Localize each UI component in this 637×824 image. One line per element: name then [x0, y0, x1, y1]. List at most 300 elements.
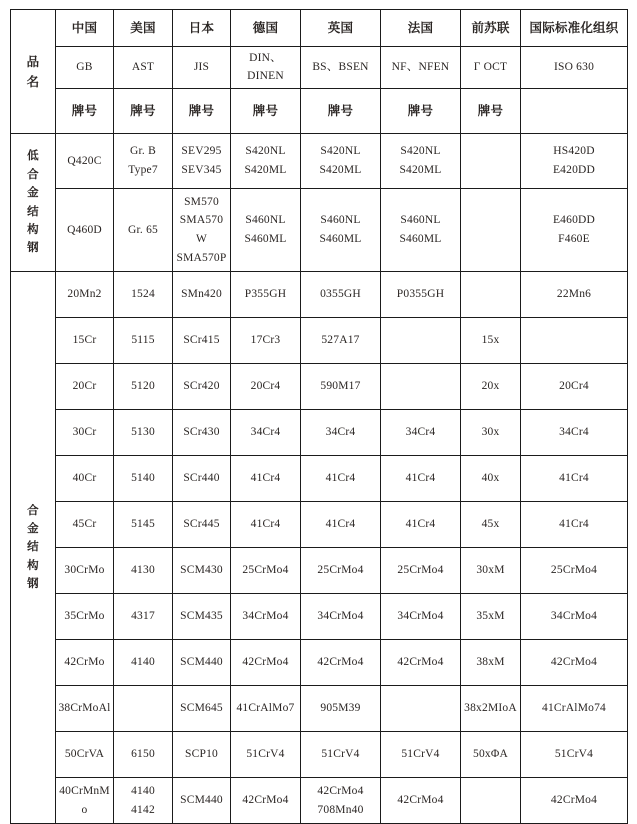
cell-line: 15x — [481, 334, 500, 347]
cell-lines — [383, 515, 458, 534]
cell-line: Gr. 65 — [128, 223, 158, 236]
cell-line: SCM430 — [180, 564, 223, 577]
cell-us — [114, 778, 173, 824]
cell-line: S460ML — [244, 233, 287, 245]
cell-line: 708Mn40 — [317, 803, 364, 816]
cell-line: 5145 — [131, 518, 155, 531]
cell-line: E460DD — [552, 214, 596, 227]
cell-lines — [233, 653, 298, 672]
cell-fr — [381, 410, 461, 456]
table-body — [11, 10, 628, 824]
cell-lines — [463, 607, 518, 626]
cell-cn — [56, 732, 114, 778]
cell-lines — [175, 377, 228, 396]
cell-line: 35xM — [476, 610, 505, 623]
cell-line: 42CrMo4 — [242, 794, 289, 807]
cell-lines — [523, 515, 625, 534]
cell-lines — [116, 221, 170, 240]
cell-us — [114, 318, 173, 364]
cell-lines — [175, 791, 228, 810]
cell-line: 6150 — [131, 748, 155, 761]
header-mark-5: 牌号 — [301, 89, 381, 134]
cell-su — [461, 410, 521, 456]
cell-us — [114, 594, 173, 640]
header-mark-7: 牌号 — [461, 89, 521, 134]
cell-uk — [301, 686, 381, 732]
cell-su — [461, 134, 521, 189]
group-label-char: 钢 — [27, 242, 39, 255]
cell-line: P355GH — [244, 288, 287, 301]
cell-uk — [301, 189, 381, 272]
cell-su — [461, 732, 521, 778]
cell-line: 527A17 — [321, 334, 360, 347]
table-row — [11, 134, 628, 189]
cell-line: 25CrMo4 — [397, 564, 444, 577]
cell-lines — [303, 515, 378, 534]
cell-line: 20Cr — [72, 380, 97, 393]
cell-us — [114, 548, 173, 594]
cell-jp — [173, 410, 231, 456]
cell-cn — [56, 364, 114, 410]
cell-line: SCr445 — [183, 518, 220, 531]
cell-lines — [175, 515, 228, 534]
cell-lines — [116, 653, 170, 672]
cell-lines — [233, 469, 298, 488]
cell-cn — [56, 686, 114, 732]
cell-cn — [56, 318, 114, 364]
cell-line: SM570 — [184, 195, 219, 208]
cell-line: F460E — [558, 233, 590, 245]
cell-su — [461, 318, 521, 364]
header-mark-1: 牌号 — [56, 89, 114, 134]
cell-iso — [521, 318, 628, 364]
cell-lines — [233, 285, 298, 304]
cell-lines — [523, 211, 625, 248]
table-row — [11, 456, 628, 502]
cell-lines — [58, 221, 111, 240]
cell-lines — [303, 607, 378, 626]
cell-line: SCP10 — [185, 748, 218, 761]
cell-line: S460ML — [399, 233, 442, 245]
cell-line: 5115 — [131, 334, 155, 347]
cell-lines — [58, 561, 111, 580]
cell-jp — [173, 548, 231, 594]
group-label-stack — [13, 147, 53, 257]
cell-lines — [463, 331, 518, 350]
cell-iso — [521, 364, 628, 410]
cell-lines — [523, 561, 625, 580]
cell-fr — [381, 732, 461, 778]
cell-cn — [56, 594, 114, 640]
cell-lines — [523, 653, 625, 672]
cell-line: SCr430 — [183, 426, 220, 439]
cell-lines — [383, 469, 458, 488]
header-row-mark — [11, 89, 628, 134]
cell-uk — [301, 134, 381, 189]
cell-line: 4140 — [131, 784, 155, 797]
cell-line: 34CrMo4 — [317, 610, 364, 623]
group-label-char: 合 — [27, 168, 39, 181]
header-mark-8 — [521, 89, 628, 134]
category-header-cell — [11, 10, 56, 134]
cell-cn — [56, 502, 114, 548]
cell-line: Q420C — [67, 154, 102, 167]
cell-lines — [233, 745, 298, 764]
cell-line: 40Cr — [72, 472, 97, 485]
cell-line: 45x — [481, 518, 500, 531]
header-standard-3: JIS — [173, 47, 231, 89]
cell-line: HS420D — [553, 145, 595, 158]
category-header-stack — [13, 52, 53, 92]
cell-line: 17Cr3 — [250, 334, 281, 347]
cell-su — [461, 640, 521, 686]
cell-line: 34Cr4 — [325, 426, 356, 439]
cell-line: 20Cr4 — [559, 380, 589, 393]
cell-us — [114, 640, 173, 686]
cell-line: 41Cr4 — [559, 472, 589, 485]
cell-iso — [521, 778, 628, 824]
cell-su — [461, 778, 521, 824]
cell-line: 41CrAlMo74 — [542, 702, 606, 715]
cell-line: 38x2MIoA — [464, 702, 517, 715]
cell-us — [114, 272, 173, 318]
header-row-standard — [11, 47, 628, 89]
header-country-6: 法国 — [381, 10, 461, 47]
cell-iso — [521, 594, 628, 640]
cell-lines — [233, 377, 298, 396]
table-row — [11, 410, 628, 456]
cell-lines — [175, 285, 228, 304]
cell-lines — [523, 285, 625, 304]
cell-line: SEV295 — [181, 145, 222, 158]
cell-line: 42CrMo — [64, 656, 105, 669]
cell-line: Gr. B — [130, 145, 156, 158]
cell-lines — [116, 561, 170, 580]
cell-line: S460NL — [400, 214, 441, 227]
header-country-1: 中国 — [56, 10, 114, 47]
group-label-char: 构 — [27, 223, 39, 236]
cell-iso — [521, 410, 628, 456]
cell-line: 4317 — [131, 610, 155, 623]
cell-lines — [116, 423, 170, 442]
cell-line: SCr440 — [183, 472, 220, 485]
cell-de — [231, 456, 301, 502]
cell-lines — [233, 211, 298, 248]
cell-lines — [303, 211, 378, 248]
cell-lines — [233, 515, 298, 534]
group-label-stack — [13, 502, 53, 594]
cell-lines — [58, 782, 111, 819]
cell-line: 41Cr4 — [325, 472, 356, 485]
cell-lines — [233, 561, 298, 580]
cell-line: S460NL — [245, 214, 286, 227]
cell-lines — [303, 285, 378, 304]
cell-cn — [56, 189, 114, 272]
cell-line: 20Mn2 — [67, 288, 102, 301]
cell-line: 25CrMo4 — [242, 564, 289, 577]
cell-de — [231, 410, 301, 456]
cell-iso — [521, 686, 628, 732]
cell-de — [231, 548, 301, 594]
cell-iso — [521, 456, 628, 502]
cell-lines — [383, 745, 458, 764]
header-country-8: 国际标准化组织 — [521, 10, 628, 47]
group-label-char: 结 — [27, 205, 39, 218]
cell-lines — [233, 607, 298, 626]
cell-line: SCr420 — [183, 380, 220, 393]
cell-line: Type7 — [128, 164, 158, 176]
cell-line: SCM645 — [180, 702, 223, 715]
cell-line: 1524 — [131, 288, 155, 301]
group-label-1 — [11, 134, 56, 272]
table-row — [11, 778, 628, 824]
header-country-7: 前苏联 — [461, 10, 521, 47]
cell-us — [114, 686, 173, 732]
cell-lines — [58, 152, 111, 171]
cell-lines — [303, 469, 378, 488]
category-header-char: 品 — [26, 53, 40, 69]
cell-lines — [303, 377, 378, 396]
cell-fr — [381, 272, 461, 318]
cell-de — [231, 686, 301, 732]
cell-su — [461, 548, 521, 594]
group-label-char: 钢 — [27, 578, 39, 591]
cell-lines — [58, 469, 111, 488]
category-header-char: 名 — [26, 73, 40, 89]
cell-lines — [463, 515, 518, 534]
cell-line: SCM440 — [180, 794, 223, 807]
cell-line: 34CrMo4 — [550, 610, 598, 623]
cell-line: 40CrMnMo — [59, 784, 110, 816]
cell-line: SCM440 — [180, 656, 223, 669]
cell-lines — [58, 423, 111, 442]
cell-lines — [523, 699, 625, 718]
cell-lines — [303, 561, 378, 580]
cell-line: 51CrV4 — [554, 748, 594, 761]
header-standard-1: GB — [56, 47, 114, 89]
cell-fr — [381, 778, 461, 824]
cell-lines — [233, 331, 298, 350]
cell-lines — [463, 469, 518, 488]
cell-line: 905M39 — [320, 702, 361, 715]
cell-line: 22Mn6 — [556, 288, 592, 301]
cell-lines — [523, 745, 625, 764]
cell-uk — [301, 318, 381, 364]
cell-fr — [381, 318, 461, 364]
cell-lines — [175, 699, 228, 718]
cell-lines — [58, 699, 111, 718]
cell-de — [231, 189, 301, 272]
cell-line: 5140 — [131, 472, 155, 485]
header-mark-2: 牌号 — [114, 89, 173, 134]
cell-line: 30xM — [476, 564, 505, 577]
cell-line: 41CrAlMo7 — [236, 702, 295, 715]
cell-jp — [173, 189, 231, 272]
cell-lines — [58, 607, 111, 626]
cell-line: 590M17 — [320, 380, 361, 393]
cell-line: 20Cr4 — [250, 380, 281, 393]
cell-line: SCM435 — [180, 610, 223, 623]
cell-line: S420NL — [400, 145, 441, 158]
cell-line: 40x — [481, 472, 500, 485]
cell-line: S420ML — [244, 164, 287, 176]
cell-de — [231, 502, 301, 548]
cell-su — [461, 364, 521, 410]
cell-line: P0355GH — [396, 288, 445, 301]
cell-lines — [463, 377, 518, 396]
cell-lines — [116, 745, 170, 764]
cell-line: 51CrV4 — [246, 748, 285, 761]
cell-lines — [233, 791, 298, 810]
cell-line: 4130 — [131, 564, 155, 577]
cell-lines — [463, 423, 518, 442]
cell-uk — [301, 732, 381, 778]
cell-de — [231, 134, 301, 189]
cell-jp — [173, 456, 231, 502]
cell-de — [231, 318, 301, 364]
cell-cn — [56, 410, 114, 456]
cell-line: 38CrMoAl — [58, 702, 111, 715]
cell-line: 45Cr — [72, 518, 97, 531]
cell-line: 30CrMo — [64, 564, 105, 577]
table-row — [11, 364, 628, 410]
group-label-char: 金 — [27, 187, 39, 200]
cell-us — [114, 732, 173, 778]
cell-lines — [463, 561, 518, 580]
cell-jp — [173, 594, 231, 640]
cell-line: 5130 — [131, 426, 155, 439]
cell-lines — [463, 699, 518, 718]
cell-iso — [521, 502, 628, 548]
cell-de — [231, 364, 301, 410]
cell-jp — [173, 502, 231, 548]
cell-iso — [521, 548, 628, 594]
cell-line: 35CrMo — [64, 610, 105, 623]
cell-line: 41Cr4 — [325, 518, 356, 531]
cell-cn — [56, 640, 114, 686]
cell-lines — [116, 469, 170, 488]
cell-line: SEV345 — [181, 164, 222, 176]
cell-lines — [303, 699, 378, 718]
cell-line: 42CrMo4 — [397, 656, 444, 669]
header-standard-5: BS、BSEN — [301, 47, 381, 89]
group-label-char: 金 — [27, 522, 39, 535]
cell-lines — [175, 193, 228, 268]
table-row — [11, 272, 628, 318]
cell-line: 25CrMo4 — [317, 564, 364, 577]
cell-lines — [463, 745, 518, 764]
cell-cn — [56, 456, 114, 502]
cell-line: 5120 — [131, 380, 155, 393]
cell-us — [114, 134, 173, 189]
cell-lines — [116, 285, 170, 304]
cell-lines — [116, 142, 170, 179]
table-row — [11, 189, 628, 272]
cell-lines — [523, 791, 625, 810]
cell-lines — [175, 607, 228, 626]
cell-lines — [175, 142, 228, 179]
header-country-5: 英国 — [301, 10, 381, 47]
cell-fr — [381, 134, 461, 189]
cell-line: 42CrMo4 — [550, 656, 598, 669]
table-row — [11, 502, 628, 548]
cell-fr — [381, 456, 461, 502]
cell-line: 0355GH — [320, 288, 361, 301]
group-label-char: 结 — [27, 541, 39, 554]
cell-lines — [383, 423, 458, 442]
cell-de — [231, 640, 301, 686]
cell-iso — [521, 640, 628, 686]
cell-jp — [173, 732, 231, 778]
cell-lines — [175, 653, 228, 672]
cell-line: S460ML — [319, 233, 362, 245]
header-mark-6: 牌号 — [381, 89, 461, 134]
cell-lines — [58, 285, 111, 304]
cell-lines — [175, 561, 228, 580]
header-standard-8: ISO 630 — [521, 47, 628, 89]
cell-fr — [381, 364, 461, 410]
cell-lines — [233, 699, 298, 718]
cell-uk — [301, 778, 381, 824]
cell-lines — [383, 285, 458, 304]
cell-lines — [383, 607, 458, 626]
cell-su — [461, 502, 521, 548]
cell-line: 42CrMo4 — [397, 794, 444, 807]
cell-line: 34Cr4 — [559, 426, 589, 439]
cell-jp — [173, 134, 231, 189]
cell-line: 25CrMo4 — [550, 564, 598, 577]
cell-uk — [301, 502, 381, 548]
cell-lines — [523, 607, 625, 626]
table-row — [11, 640, 628, 686]
cell-line: 30x — [481, 426, 500, 439]
group-label-char: 构 — [27, 559, 39, 572]
cell-line: 42CrMo4 — [317, 784, 364, 797]
cell-line: SCr415 — [183, 334, 220, 347]
cell-line: 34Cr4 — [250, 426, 281, 439]
header-standard-7: Γ OCT — [461, 47, 521, 89]
cell-lines — [303, 142, 378, 179]
cell-de — [231, 272, 301, 318]
cell-us — [114, 364, 173, 410]
steel-grade-comparison-table — [10, 9, 628, 824]
cell-lines — [175, 423, 228, 442]
cell-lines — [303, 782, 378, 819]
cell-line: S460NL — [320, 214, 361, 227]
cell-lines — [523, 469, 625, 488]
header-mark-4: 牌号 — [231, 89, 301, 134]
cell-lines — [463, 653, 518, 672]
cell-us — [114, 410, 173, 456]
cell-line: 34CrMo4 — [397, 610, 444, 623]
group-label-2 — [11, 272, 56, 824]
cell-line: 41Cr4 — [250, 518, 281, 531]
cell-lines — [233, 423, 298, 442]
cell-lines — [175, 469, 228, 488]
cell-lines — [523, 423, 625, 442]
cell-su — [461, 189, 521, 272]
cell-de — [231, 594, 301, 640]
cell-lines — [383, 653, 458, 672]
cell-line: E420DD — [552, 164, 596, 176]
header-mark-3: 牌号 — [173, 89, 231, 134]
table-row — [11, 686, 628, 732]
cell-lines — [303, 423, 378, 442]
cell-lines — [58, 745, 111, 764]
cell-uk — [301, 272, 381, 318]
cell-lines — [175, 745, 228, 764]
cell-fr — [381, 594, 461, 640]
